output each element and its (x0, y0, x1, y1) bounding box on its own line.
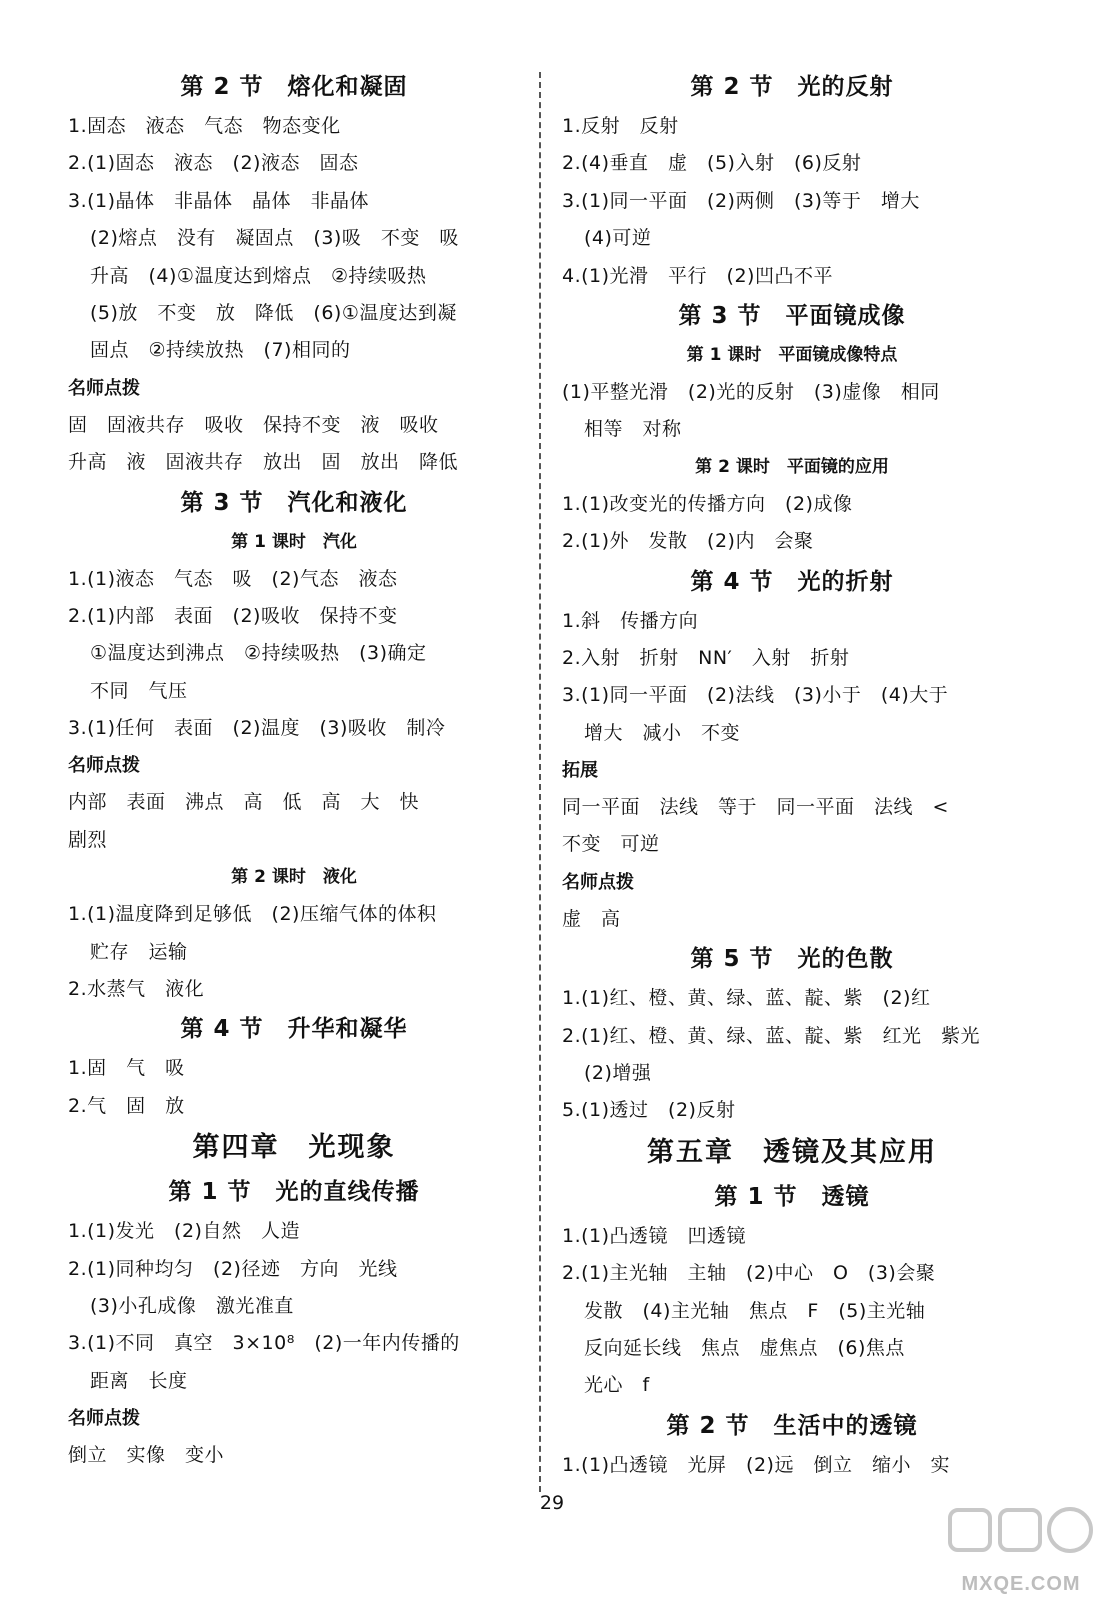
left-column (68, 66, 520, 1475)
answer-line-continued: (4)可逆 (584, 227, 652, 250)
answer-line-continued: 不同 气压 (90, 679, 188, 702)
page-number: 29 (539, 1492, 565, 1514)
answer-line-continued: 固点 ②持续放热 (7)相同的 (90, 339, 351, 362)
answer-line: 1.(1)温度降到足够低 (2)压缩气体的体积 (68, 903, 437, 926)
answer-line-continued: (2)熔点 没有 凝固点 (3)吸 不变 吸 (90, 227, 459, 250)
answer-line: 2.入射 折射 NN′ 入射 折射 (562, 646, 850, 669)
answer-line: 1.固 气 吸 (68, 1057, 185, 1080)
column-divider (539, 72, 541, 1492)
answer-line-continued: 发散 (4)主光轴 焦点 F (5)主光轴 (584, 1299, 926, 1322)
section-heading: 第 3 节 平面镜成像 (678, 302, 906, 329)
answer-line: 2.(1)外 发散 (2)内 会聚 (562, 530, 814, 553)
answer-line: 2.水蒸气 液化 (68, 978, 205, 1001)
watermark-emblem-icon (946, 1504, 1096, 1574)
lesson-heading: 第 1 课时 汽化 (231, 531, 357, 552)
answer-line-continued: 相等 对称 (584, 418, 682, 441)
answer-line-continued: 反向延长线 焦点 虚焦点 (6)焦点 (584, 1336, 905, 1359)
chapter-heading: 第四章 光现象 (192, 1132, 396, 1164)
answer-line-continued: ①温度达到沸点 ②持续吸热 (3)确定 (90, 642, 427, 665)
section-heading: 第 1 节 透镜 (714, 1183, 870, 1210)
answer-line: 1.固态 液态 气态 物态变化 (68, 115, 341, 137)
section-heading: 第 1 节 光的直线传播 (168, 1179, 420, 1206)
answer-line-continued: (2)增强 (584, 1062, 652, 1085)
answer-line: 同一平面 法线 等于 同一平面 法线 < (562, 796, 949, 819)
answer-line: 5.(1)透过 (2)反射 (562, 1099, 736, 1122)
answer-line: 3.(1)同一平面 (2)两侧 (3)等于 增大 (562, 189, 920, 212)
tip-label: 名师点拨 (562, 871, 634, 893)
lesson-heading: 第 2 课时 液化 (231, 867, 357, 888)
tip-label: 名师点拨 (68, 377, 140, 399)
answer-line-continued: 光心 f (584, 1374, 650, 1397)
answer-line: 1.(1)凸透镜 凹透镜 (562, 1224, 747, 1247)
answer-line: 1.(1)凸透镜 光屏 (2)远 倒立 缩小 实 (562, 1453, 950, 1476)
section-heading: 第 5 节 光的色散 (690, 946, 894, 973)
answer-line: 倒立 实像 变小 (68, 1444, 225, 1467)
answer-line: 2.(1)红、橙、黄、绿、蓝、靛、紫 红光 紫光 (562, 1024, 981, 1047)
section-heading: 第 4 节 升华和凝华 (180, 1016, 408, 1043)
answer-line: 1.(1)液态 气态 吸 (2)气态 液态 (68, 567, 398, 590)
answer-line: 1.(1)红、橙、黄、绿、蓝、靛、紫 (2)红 (562, 987, 931, 1010)
chapter-heading: 第五章 透镜及其应用 (647, 1136, 937, 1168)
answer-line: 1.斜 传播方向 (562, 609, 699, 632)
answer-line: 固 固液共存 吸收 保持不变 液 吸收 (68, 413, 439, 436)
section-heading: 第 2 节 光的反射 (690, 74, 894, 100)
answer-line: (1)平整光滑 (2)光的反射 (3)虚像 相同 (562, 380, 940, 403)
answer-line: 不变 可逆 (562, 833, 660, 856)
answer-line: 虚 高 (562, 907, 621, 930)
answer-line: 4.(1)光滑 平行 (2)凹凸不平 (562, 264, 833, 287)
answer-line-continued: (5)放 不变 放 降低 (6)①温度达到凝 (90, 301, 457, 324)
tip-label: 拓展 (562, 760, 598, 782)
tip-label: 名师点拨 (68, 755, 140, 777)
answer-line: 2.(1)内部 表面 (2)吸收 保持不变 (68, 604, 398, 627)
watermark-text: MXQE.COM (961, 1573, 1081, 1595)
answer-line: 升高 液 固液共存 放出 固 放出 降低 (68, 451, 459, 474)
answer-line: 2.(4)垂直 虚 (5)入射 (6)反射 (562, 152, 862, 175)
answer-line: 2.(1)固态 液态 (2)液态 固态 (68, 152, 359, 175)
right-column (562, 66, 1022, 1484)
answer-line: 3.(1)同一平面 (2)法线 (3)小于 (4)大于 (562, 684, 949, 707)
answer-line: 内部 表面 沸点 高 低 高 大 快 (68, 791, 420, 814)
section-heading: 第 3 节 汽化和液化 (180, 489, 408, 516)
answer-line: 2.(1)主光轴 主轴 (2)中心 O (3)会聚 (562, 1262, 936, 1285)
answer-line-continued: (3)小孔成像 激光准直 (90, 1294, 294, 1317)
answer-line: 2.(1)同种均匀 (2)径迹 方向 光线 (68, 1257, 398, 1280)
answer-line: 3.(1)晶体 非晶体 晶体 非晶体 (68, 189, 370, 212)
watermark-logo (946, 1504, 1096, 1596)
section-heading: 第 2 节 熔化和凝固 (180, 74, 408, 100)
lesson-heading: 第 1 课时 平面镜成像特点 (686, 344, 898, 365)
answer-line-continued: 距离 长度 (90, 1369, 188, 1392)
tip-label: 名师点拨 (68, 1408, 140, 1430)
answer-line: 1.反射 反射 (562, 115, 679, 137)
lesson-heading: 第 2 课时 平面镜的应用 (695, 456, 889, 477)
answer-line: 1.(1)改变光的传播方向 (2)成像 (562, 492, 853, 515)
section-heading: 第 2 节 生活中的透镜 (666, 1412, 918, 1439)
answer-line: 2.气 固 放 (68, 1094, 185, 1117)
section-heading: 第 4 节 光的折射 (690, 568, 894, 595)
answer-line: 剧烈 (68, 828, 108, 851)
answer-line: 1.(1)发光 (2)自然 人造 (68, 1220, 300, 1243)
answer-line: 3.(1)不同 真空 3×10⁸ (2)一年内传播的 (68, 1332, 460, 1355)
answer-line-continued: 贮存 运输 (90, 940, 188, 963)
answer-line-continued: 增大 减小 不变 (584, 721, 741, 744)
answer-line-continued: 升高 (4)①温度达到熔点 ②持续吸热 (90, 264, 427, 287)
answer-line: 3.(1)任何 表面 (2)温度 (3)吸收 制冷 (68, 717, 446, 740)
